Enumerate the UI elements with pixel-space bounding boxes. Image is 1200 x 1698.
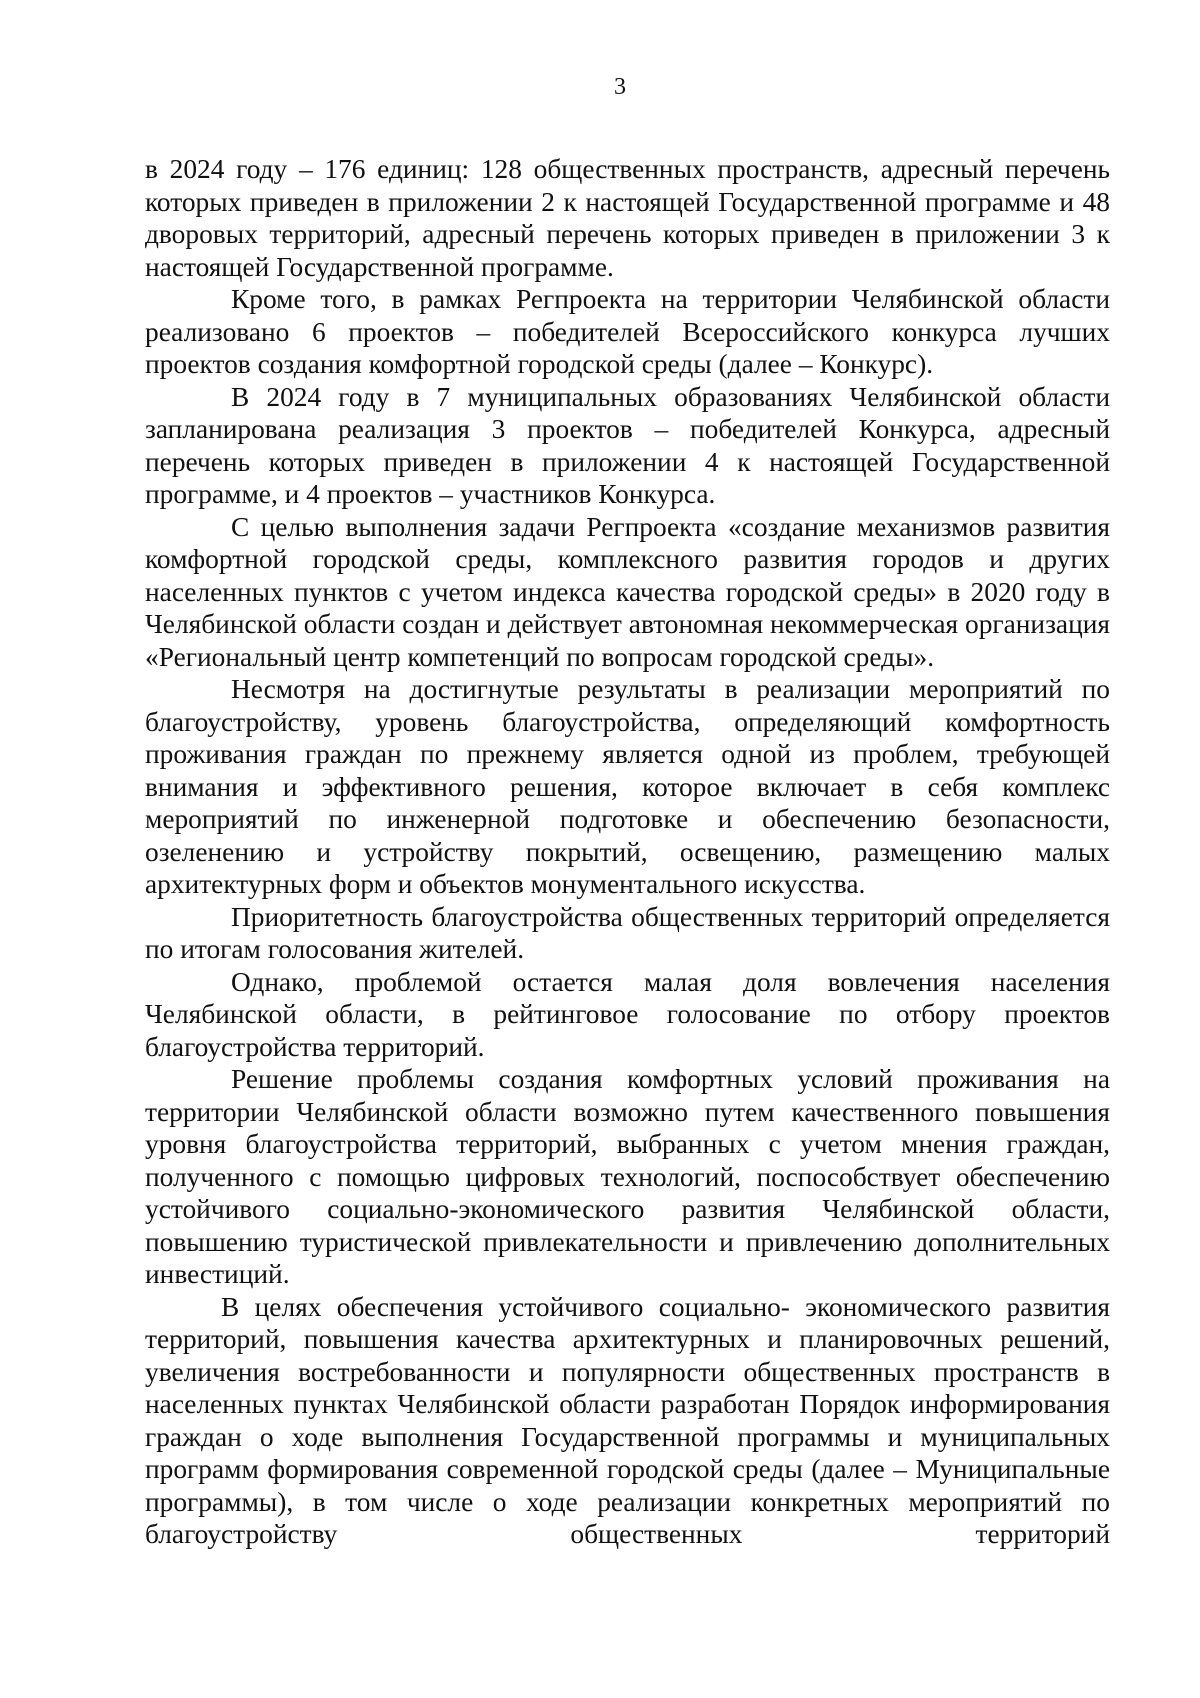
page-number: 3 — [614, 74, 626, 100]
paragraph-1: в 2024 году – 176 единиц: 128 общественных пространств, адресный перечень которых приведен в приложении 2 к настоящей Государственной программе и 48 дворовых территорий, адресный перечень которых приведен в приложении 3 к настоящей Государственной программе. — [145, 154, 1110, 282]
paragraph-6: Приоритетность благоустройства общественных территорий определяется по итогам голосования жителей. — [145, 901, 1110, 964]
document-body — [145, 153, 1110, 1551]
paragraph-4: С целью выполнения задачи Регпроекта «создание механизмов развития комфортной городской среды, комплексного развития городов и других населенных пунктов с учетом индекса качества городской среды» в 2020 году в Челябинской области создан и действует автономная некоммерческая организация «Региональный центр компетенций по вопросам городской среды». — [145, 511, 1110, 672]
paragraph-5: Несмотря на достигнутые результаты в реализации мероприятий по благоустройству, уровень благоустройства, определяющий комфортность проживания граждан по прежнему является одной из проблем, требующей внимания и эффективного решения, которое включает в себя комплекс мероприятий по инженерной подготовке и обеспечению безопасности, озеленению и устройству покрытий, освещению, размещению малых архитектурных форм и объектов монументального искусства. — [145, 674, 1110, 899]
paragraph-2: Кроме того, в рамках Регпроекта на территории Челябинской области реализовано 6 проектов – победителей Всероссийского конкурса лучших проектов создания комфортной городской среды (далее – Конкурс). — [145, 284, 1110, 379]
paragraph-9: В целях обеспечения устойчивого социально- экономического развития территорий, повышения качества архитектурных и планировочных решений, увеличения востребованности и популярности общественных пространств в населенных пунктах Челябинской области разработан Порядок информирования граждан о ходе выполнения Государственной программы и муниципальных программ формирования современной городской среды (далее – Муниципальные программы), в том числе о ходе реализации конкретных мероприятий по благоустройству общественных территорий — [145, 1291, 1110, 1549]
paragraph-7: Однако, проблемой остается малая доля вовлечения населения Челябинской области, в рейтинговое голосование по отбору проектов благоустройства территорий. — [145, 966, 1110, 1062]
paragraph-3: В 2024 году в 7 муниципальных образованиях Челябинской области запланирована реализация 3 проектов – победителей Конкурса, адресный перечень которых приведен в приложении 4 к настоящей Государственной программе, и 4 проектов – участников Конкурса. — [145, 381, 1110, 509]
paragraph-8: Решение проблемы создания комфортных условий проживания на территории Челябинской области возможно путем качественного повышения уровня благоустройства территорий, выбранных с учетом мнения граждан, полученного с помощью цифровых технологий, поспособствует обеспечению устойчивого социально-экономического развития Челябинской области, повышению туристической привлекательности и привлечению дополнительных инвестиций. — [145, 1064, 1110, 1289]
